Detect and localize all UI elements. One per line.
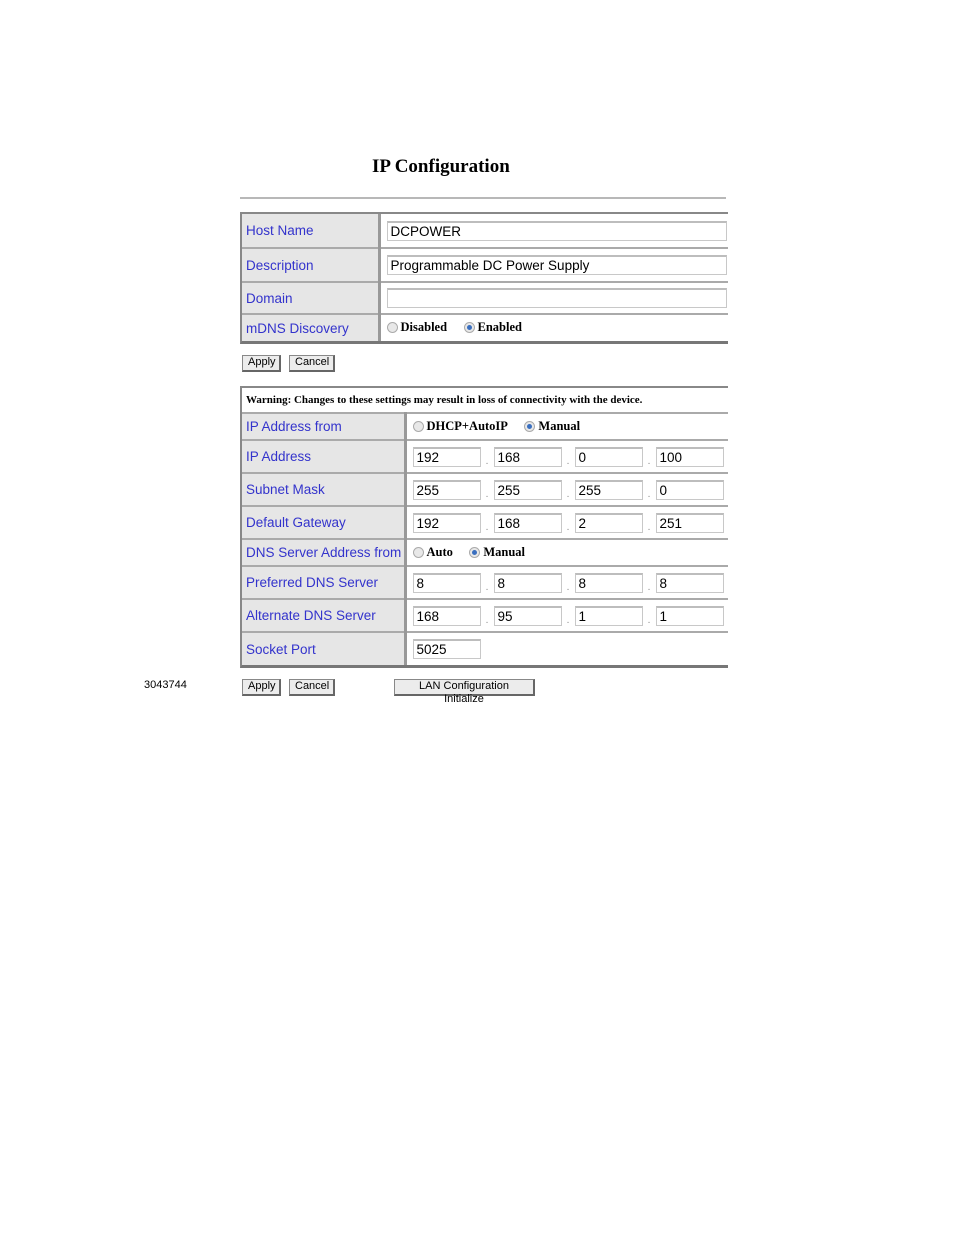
description-input[interactable]: Programmable DC Power Supply: [387, 255, 727, 275]
gateway-octet-4[interactable]: 251: [656, 513, 724, 533]
dns-manual-label: Manual: [483, 544, 526, 559]
alternate-dns-row: Alternate DNS Server 168 . 95 . 1 . 1: [242, 599, 728, 632]
subnet-mask-label: Subnet Mask: [242, 473, 405, 506]
ip-manual-label: Manual: [538, 418, 581, 433]
gateway-octet-3[interactable]: 2: [575, 513, 643, 533]
ip-from-row: [242, 413, 728, 440]
general-settings-panel: [240, 212, 728, 344]
mdns-row: [242, 314, 728, 341]
subnet-mask-octet-4[interactable]: 0: [656, 480, 724, 500]
gateway-octet-1[interactable]: 192: [413, 513, 481, 533]
mdns-disabled-label: Disabled: [400, 320, 448, 335]
dns-from-row: [242, 539, 728, 566]
preferred-dns-octet-4[interactable]: 8: [656, 573, 724, 593]
subnet-mask-octet-1[interactable]: 255: [413, 480, 481, 500]
gateway-row: Default Gateway 192 . 168 . 2 . 251: [242, 506, 728, 539]
subnet-mask-octet-2[interactable]: 255: [494, 480, 562, 500]
description-row: [242, 248, 728, 282]
warning-text: Warning: Changes to these settings may result in loss of connectivity with the device.: [242, 388, 728, 413]
ip-address-octet-1[interactable]: 192: [413, 447, 481, 467]
mdns-enabled-radio[interactable]: [464, 322, 475, 333]
lan-config-initialize-button[interactable]: LAN Configuration Initialize: [394, 679, 535, 696]
host-name-row: [242, 214, 728, 248]
ip-dhcp-label: DHCP+AutoIP: [426, 418, 508, 433]
preferred-dns-octet-3[interactable]: 8: [575, 573, 643, 593]
ip-manual-radio[interactable]: [524, 421, 535, 432]
alternate-dns-label: Alternate DNS Server: [242, 599, 405, 632]
preferred-dns-octet-1[interactable]: 8: [413, 573, 481, 593]
ip-address-octet-4[interactable]: 100: [656, 447, 724, 467]
ip-address-row: IP Address 192 . 168 . 0 . 100: [242, 440, 728, 473]
preferred-dns-label: Preferred DNS Server: [242, 566, 405, 599]
dns-auto-label: Auto: [426, 544, 453, 559]
dns-auto-radio[interactable]: [413, 547, 424, 558]
ip-dhcp-radio[interactable]: [413, 421, 424, 432]
alternate-dns-octet-2[interactable]: 95: [494, 606, 562, 626]
host-name-input[interactable]: DCPOWER: [387, 221, 727, 241]
dns-manual-radio[interactable]: [469, 547, 480, 558]
domain-input[interactable]: [387, 288, 727, 308]
description-label: Description: [242, 248, 379, 282]
mdns-enabled-label: Enabled: [477, 320, 522, 335]
ip-address-label: IP Address: [242, 440, 405, 473]
gateway-label: Default Gateway: [242, 506, 405, 539]
mdns-label: mDNS Discovery: [242, 314, 379, 341]
socket-port-label: Socket Port: [242, 632, 405, 665]
figure-id: 3043744: [144, 679, 187, 691]
alternate-dns-octet-4[interactable]: 1: [656, 606, 724, 626]
domain-row: [242, 282, 728, 314]
cancel-button-general[interactable]: Cancel: [289, 355, 335, 372]
alternate-dns-octet-1[interactable]: 168: [413, 606, 481, 626]
host-name-label: Host Name: [242, 214, 379, 248]
subnet-mask-row: Subnet Mask 255 . 255 . 255 . 0: [242, 473, 728, 506]
ip-address-octet-3[interactable]: 0: [575, 447, 643, 467]
dns-from-label: DNS Server Address from: [242, 539, 405, 566]
warning-row: [242, 388, 728, 413]
mdns-disabled-radio[interactable]: [387, 322, 398, 333]
ip-from-label: IP Address from: [242, 413, 405, 440]
socket-port-input[interactable]: 5025: [413, 639, 481, 659]
domain-label: Domain: [242, 282, 379, 314]
network-settings-panel: [240, 386, 728, 668]
apply-button-general[interactable]: Apply: [242, 355, 281, 372]
title-divider: [240, 197, 726, 199]
socket-port-row: [242, 632, 728, 665]
gateway-octet-2[interactable]: 168: [494, 513, 562, 533]
ip-address-octet-2[interactable]: 168: [494, 447, 562, 467]
cancel-button-network[interactable]: Cancel: [289, 679, 335, 696]
preferred-dns-octet-2[interactable]: 8: [494, 573, 562, 593]
page-title: IP Configuration: [372, 156, 510, 177]
alternate-dns-octet-3[interactable]: 1: [575, 606, 643, 626]
apply-button-network[interactable]: Apply: [242, 679, 281, 696]
subnet-mask-octet-3[interactable]: 255: [575, 480, 643, 500]
preferred-dns-row: Preferred DNS Server 8 . 8 . 8 . 8: [242, 566, 728, 599]
